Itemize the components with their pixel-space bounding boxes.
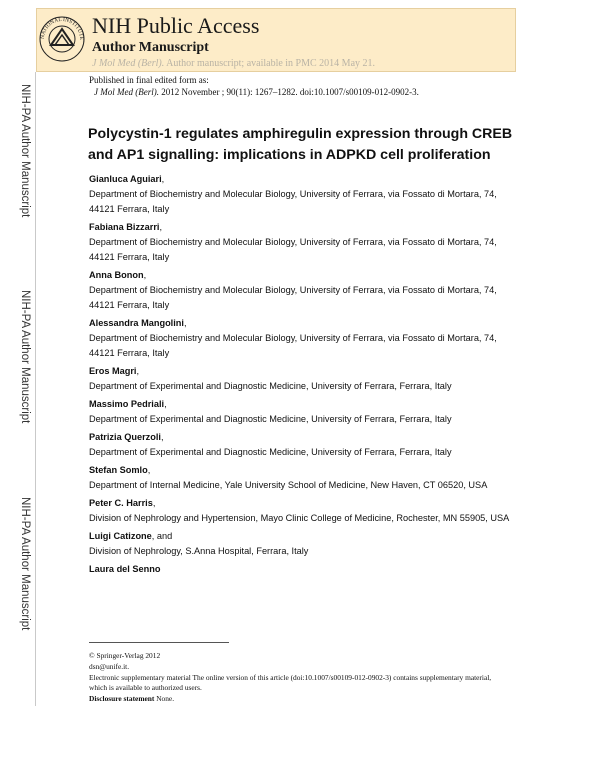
- author-suffix: ,: [147, 465, 151, 475]
- author-entry: [89, 172, 514, 217]
- author-affiliation: Division of Nephrology and Hypertension, Mayo Clinic College of Medicine, Rochester, MN 55905, USA: [89, 513, 510, 523]
- nih-logo: [37, 9, 87, 67]
- published-label: Published in final edited form as:: [89, 75, 209, 85]
- header-availability-note: [92, 58, 375, 69]
- author-name: Alessandra Mangolini: [89, 318, 184, 328]
- supplementary-note: Electronic supplementary material The online version of this article (doi:10.1007/s00109-012-0902-3) contains supplementary material, which is available to authorized users.: [89, 673, 492, 692]
- author-affiliation: Department of Biochemistry and Molecular Biology, University of Ferrara, via Fossato di Mortara, 74, 44121 Ferrara, Italy: [89, 285, 497, 310]
- author-suffix: ,: [183, 318, 187, 328]
- author-name: Patrizia Querzoli: [89, 432, 161, 442]
- disclosure-label: Disclosure statement: [89, 694, 155, 703]
- author-name: Eros Magri: [89, 366, 137, 376]
- author-entry: [89, 364, 514, 394]
- author-suffix: ,: [161, 174, 165, 184]
- header-note-journal: J Mol Med (Berl).: [92, 58, 165, 69]
- author-list: [89, 172, 514, 580]
- author-affiliation: Department of Experimental and Diagnostic Medicine, University of Ferrara, Ferrara, Italy: [89, 414, 452, 424]
- author-name: Peter C. Harris: [89, 498, 153, 508]
- copyright: © Springer-Verlag 2012: [89, 651, 161, 660]
- side-label-1: NIH-PA Author Manuscript: [19, 84, 31, 218]
- author-name: Massimo Pedriali: [89, 399, 165, 409]
- logo-text: NATIONAL INSTITUTE: [39, 16, 85, 41]
- nih-public-access-title: NIH Public Access: [92, 13, 260, 38]
- author-suffix: ,: [143, 270, 147, 280]
- author-name: Gianluca Aguiari: [89, 174, 162, 184]
- author-entry: [89, 316, 514, 361]
- author-affiliation: Department of Internal Medicine, Yale University School of Medicine, New Haven, CT 06520, USA: [89, 480, 488, 490]
- author-affiliation: Department of Experimental and Diagnostic Medicine, University of Ferrara, Ferrara, Italy: [89, 381, 452, 391]
- author-name: Fabiana Bizzarri: [89, 222, 160, 232]
- author-name: Stefan Somlo: [89, 465, 148, 475]
- author-name: Anna Bonon: [89, 270, 144, 280]
- corresponding-email: dsn@unife.it.: [89, 662, 130, 671]
- author-entry: [89, 496, 514, 526]
- side-label-3: NIH-PA Author Manuscript: [19, 497, 31, 631]
- author-entry: [89, 220, 514, 265]
- citation: [94, 87, 419, 97]
- header-note-rest: Author manuscript; available in PMC 2014 May 21.: [164, 58, 376, 69]
- author-suffix: ,: [136, 366, 140, 376]
- author-entry: [89, 463, 514, 493]
- author-suffix: ,: [161, 432, 164, 442]
- author-name: Laura del Senno: [89, 564, 161, 574]
- author-entry: [89, 529, 514, 559]
- author-affiliation: Department of Biochemistry and Molecular Biology, University of Ferrara, via Fossato di Mortara, 74, 44121 Ferrara, Italy: [89, 237, 497, 262]
- author-affiliation: Department of Biochemistry and Molecular Biology, University of Ferrara, via Fossato di Mortara, 74, 44121 Ferrara, Italy: [89, 333, 497, 358]
- author-entry: [89, 562, 514, 577]
- disclosure-value: None.: [154, 694, 175, 703]
- author-suffix: , and: [151, 531, 173, 541]
- author-affiliation: Division of Nephrology, S.Anna Hospital, Ferrara, Italy: [89, 546, 309, 556]
- footnotes: [89, 651, 499, 705]
- author-suffix: ,: [164, 399, 167, 409]
- author-suffix: ,: [152, 498, 156, 508]
- footnote-rule: [89, 642, 229, 643]
- author-name: Luigi Catizone: [89, 531, 152, 541]
- side-margin-line: [35, 72, 36, 706]
- author-entry: [89, 430, 514, 460]
- citation-details: 2012 November ; 90(11): 1267–1282. doi:10.1007/s00109-012-0902-3.: [158, 87, 419, 97]
- side-label-2: NIH-PA Author Manuscript: [19, 290, 31, 424]
- author-affiliation: Department of Experimental and Diagnostic Medicine, University of Ferrara, Ferrara, Italy: [89, 447, 452, 457]
- article-title: Polycystin-1 regulates amphiregulin expression through CREB and AP1 signalling: implications in ADPKD cell proliferation: [88, 126, 513, 163]
- disclosure: [89, 694, 499, 704]
- author-manuscript-subtitle: Author Manuscript: [92, 40, 209, 55]
- author-entry: [89, 268, 514, 313]
- author-suffix: ,: [159, 222, 163, 232]
- author-entry: [89, 397, 514, 427]
- citation-journal: J Mol Med (Berl).: [94, 87, 159, 97]
- author-affiliation: Department of Biochemistry and Molecular Biology, University of Ferrara, via Fossato di Mortara, 74, 44121 Ferrara, Italy: [89, 189, 497, 214]
